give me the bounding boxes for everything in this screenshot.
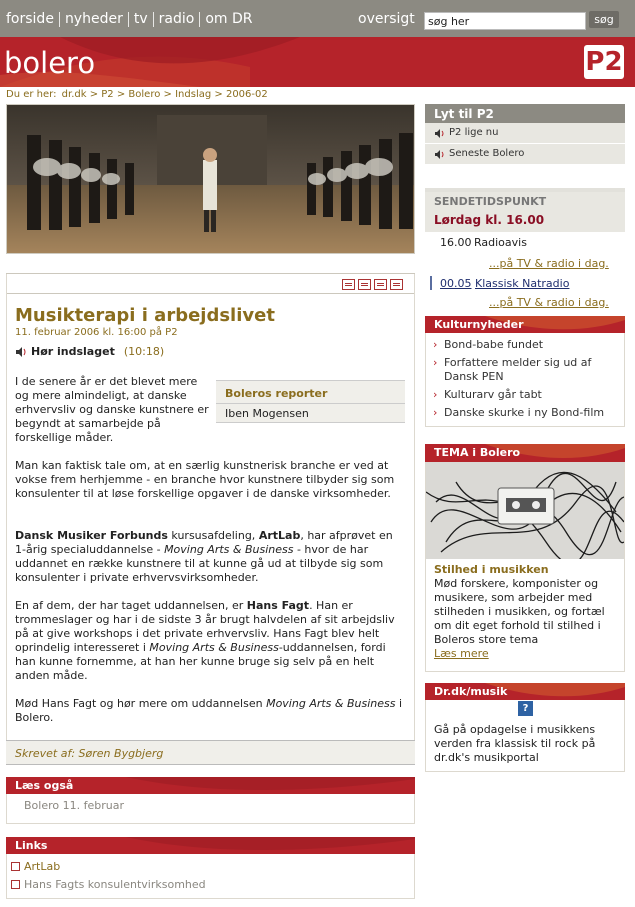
breadcrumb-item[interactable]: dr.dk [61,89,87,100]
text: - hvor de har uddannet en række kunstnere til at kunne gå ud at tilbyde sig som konsulenter i private erhvervsvirksomheder. [15,543,384,584]
header-swoosh-graphic [6,837,415,854]
brand-logo[interactable]: bolero [4,46,96,80]
article-paragraph [15,529,407,585]
program-name: Moving Arts & Business [149,641,279,654]
drmusik-heading: Dr.dk/musik [434,685,508,698]
kultur-header [425,316,625,333]
link-row[interactable] [11,859,60,873]
hero-photo-graphic [7,105,415,254]
sendetid-day-text: Lørdag kl. 16.00 [434,213,545,227]
nav-om-dr[interactable]: om DR [205,11,253,27]
text: En af dem, der har taget uddannelsen, er [15,599,247,612]
article-paragraph [15,599,407,683]
program-name: Moving Arts & Business [164,543,294,556]
search-button[interactable]: søg [589,11,619,28]
laes-ogsaa-header [6,777,415,794]
kultur-item[interactable] [433,406,623,420]
drmusik-header [425,683,625,700]
tema-title-link[interactable]: Stilhed i musikken [434,563,549,576]
listen-duration: (10:18) [123,345,165,358]
link-hans-fagt[interactable]: Hans Fagts konsulentvirksomhed [24,878,206,891]
tema-text: Mød forskere, komponister og musikere, som arbejder med stilheden i musikken, og fortæl om dit eget forhold til stilhed i Boleros store tema [434,577,605,646]
speaker-icon [15,346,27,358]
cassette-photo[interactable] [426,462,624,559]
sendetid-header [425,192,625,210]
org-name: Dansk Musiker Forbunds [15,529,168,542]
nav-forside[interactable]: forside [6,11,54,27]
links-heading: Links [15,839,48,852]
schedule-row-current[interactable] [430,276,625,290]
link-row[interactable] [11,877,206,891]
text: kursusafdeling, [167,529,259,542]
search-input[interactable] [424,12,586,30]
text: i Bolero. [15,697,403,724]
links-box [6,854,415,899]
org-name: ArtLab [258,529,301,542]
kultur-item[interactable] [433,356,623,384]
schedule-time: 00.05 [440,277,472,290]
kultur-item[interactable] [433,338,623,352]
sendetid-day [425,210,625,232]
question-icon[interactable]: ? [518,701,533,716]
external-link-icon [11,862,20,871]
breadcrumb-item[interactable]: Indslag [175,89,212,100]
link-artlab[interactable]: ArtLab [24,860,61,873]
kultur-item-label: Danske skurke i ny Bond-film [444,406,605,419]
article-paragraph: Man kan faktisk tale om, at en særlig kunstnerisk branche er ved at vokse frem herhjemme - en branche hvor kunstnere tilbyder sig som konsulenter til at løse forskellige opgaver i de danske virksomheder. [15,459,395,500]
kultur-item-label: Kulturarv går tabt [444,388,542,401]
article-dateline: 11. februar 2006 kl. 16:00 på P2 [15,327,178,338]
bullet-icon: › [433,338,438,351]
reporter-heading: Boleros reporter [225,387,328,400]
schedule-time: 16.00 [440,236,472,249]
lyt-heading: Lyt til P2 [434,107,494,121]
tv-radio-link[interactable]: ...på TV & radio i dag. [489,257,609,270]
breadcrumb: Du er her: dr.dk > P2 > Bolero > Indslag > 2006-02 [6,89,268,100]
lyt-item[interactable] [425,123,625,144]
site-header [0,37,635,87]
breadcrumb-item[interactable]: P2 [101,89,114,100]
article-paragraph [15,697,407,725]
lyt-item-label: Seneste Bolero [449,148,525,159]
sendetid-heading: SENDETIDSPUNKT [434,195,547,208]
speaker-icon [434,149,445,160]
nav-nyheder[interactable]: nyheder [64,11,123,27]
laes-mere-link[interactable]: Læs mere [434,647,489,660]
text: , har afprøvet en 1-årig specialuddannelse - [15,529,393,556]
reporter-box [216,380,405,423]
header-swoosh-graphic [0,37,635,87]
schedule-title: Radioavis [474,236,527,249]
byline-text: Skrevet af: Søren Bygbjerg [15,747,164,760]
kultur-heading: Kulturnyheder [434,318,524,331]
tema-heading: TEMA i Bolero [434,446,521,459]
laes-ogsaa-heading: Læs også [15,779,74,792]
nav-separator [128,12,129,27]
listen-label: Hør indslaget [31,345,115,358]
p2-logo-text: P2 [585,47,623,77]
cassette-tape-graphic [426,462,624,559]
byline [6,740,415,765]
drmusik-text: Gå på opdagelse i musikkens verden fra klassisk til rock på dr.dk's musikportal [434,723,596,764]
bullet-icon: › [433,356,438,369]
divider [216,403,405,404]
text: Mød Hans Fagt og hør mere om uddannelsen [15,697,267,710]
text: -uddannelsen, fordi han kunne fornemme, at han her kunne bruge sig selv på en helt anden måde. [15,641,386,682]
links-header [6,837,415,854]
person-name: Hans Fagt [246,599,310,612]
kultur-item-label: Forfattere melder sig ud af Dansk PEN [444,356,592,383]
bullet-icon: › [433,388,438,401]
p2-logo[interactable] [584,45,624,79]
nav-separator [153,12,154,27]
article-title: Musikterapi i arbejdslivet [15,305,275,326]
kultur-item-label: Bond-babe fundet [444,338,544,351]
nav-tv[interactable]: tv [133,11,148,27]
kultur-item[interactable] [433,388,623,402]
oversigt-link[interactable]: oversigt [358,11,415,27]
reporter-name: Iben Mogensen [225,407,309,420]
text: . Han er trommeslager og har i de sidste 3 år brugt halvdelen af sit arbejdsliv på at give workshops i det private erhvervsliv. Hans Fagt blev helt oprindelig interesseret i [15,599,395,654]
breadcrumb-item[interactable]: Bolero [128,89,161,100]
nav-radio[interactable]: radio [158,11,195,27]
laes-ogsaa-box [6,794,415,824]
tv-radio-link[interactable]: ...på TV & radio i dag. [489,296,609,309]
schedule-row [440,236,527,249]
listen-button[interactable] [15,345,164,359]
speaker-icon [434,128,445,139]
breadcrumb-item[interactable]: 2006-02 [225,89,268,100]
related-link[interactable]: Bolero 11. februar [24,799,124,812]
schedule-title: Klassisk Natradio [475,277,570,290]
current-marker [430,276,432,290]
tema-header [425,444,625,462]
hero-photo [6,104,415,254]
breadcrumb-prefix: Du er her: [6,89,57,100]
external-link-icon [11,880,20,889]
program-name: Moving Arts & Business [266,697,396,710]
lyt-item-label: P2 lige nu [449,127,499,138]
nav-separator [199,12,200,27]
article-paragraph: I de senere år er det blevet mere og mere almindeligt, at danske erhvervsliv og danske kunstnere er begyndt at samarbejde på forskellige måder. [15,375,209,444]
bullet-icon: › [433,406,438,419]
lyt-header [425,104,625,123]
lyt-item[interactable] [425,144,625,165]
nav-separator [59,12,60,27]
top-nav [6,11,257,27]
